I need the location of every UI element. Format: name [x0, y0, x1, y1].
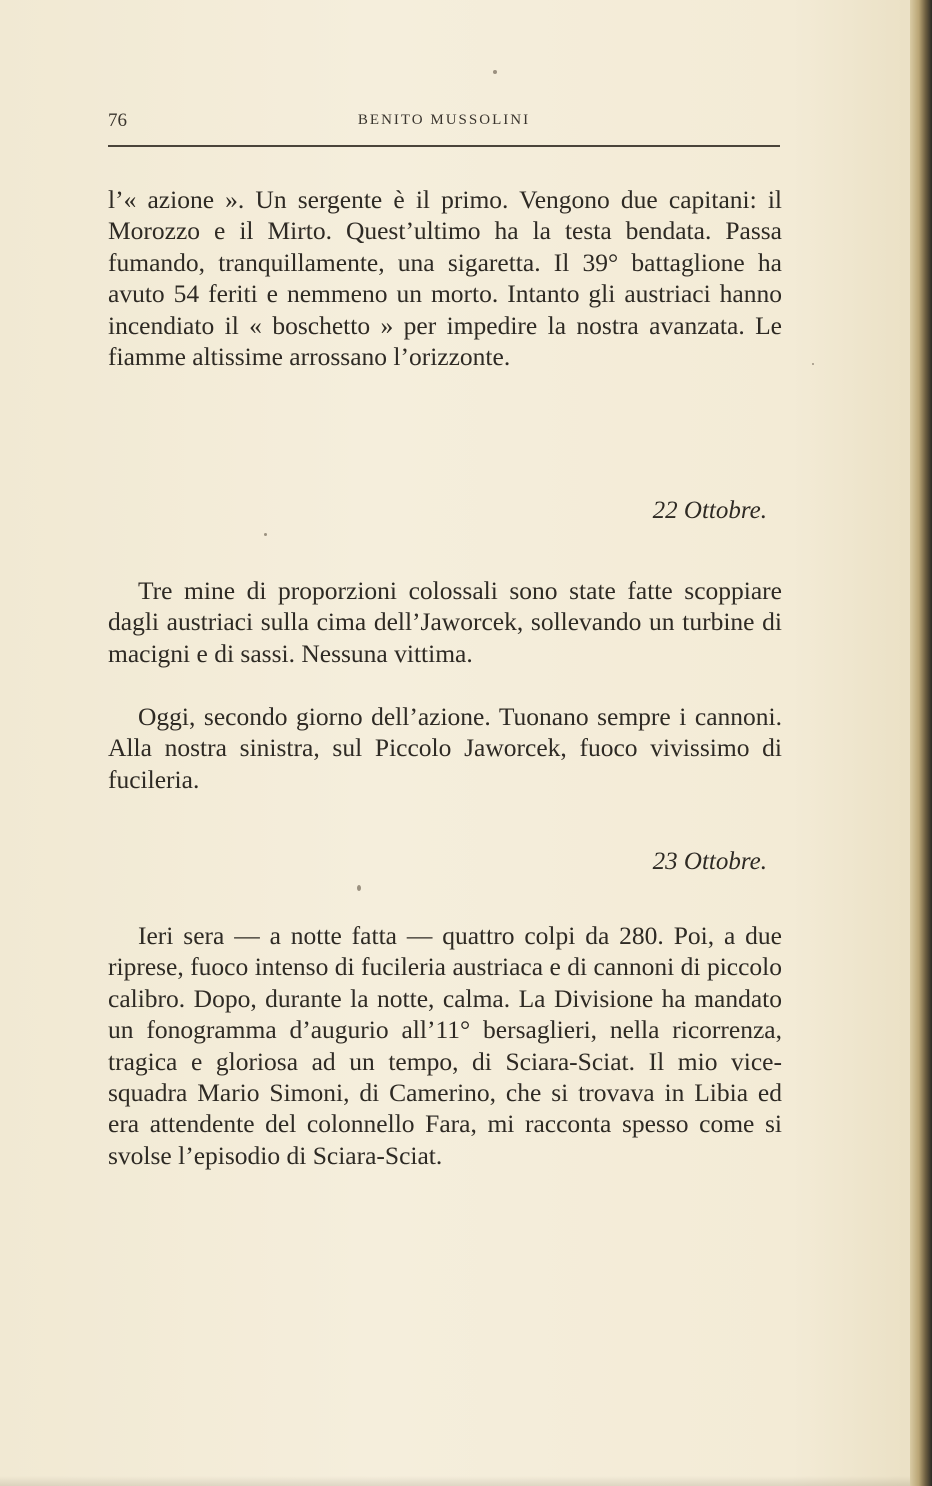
running-head: BENITO MUSSOLINI: [357, 112, 531, 128]
paper-speck: [812, 363, 814, 365]
page-header: [108, 110, 780, 140]
page-bottom-shadow: [0, 1476, 932, 1486]
paragraph-mines: Tre mine di proporzioni colossali sono state fatte scoppiare dagli austriaci sulla cima dell’Jaworcek, sollevando un turbine di macigni e di sassi. Nessuna vittima.: [108, 576, 782, 668]
paragraph-last-night: Ieri sera — a notte fatta — quattro colpi da 280. Poi, a due riprese, fuoco intenso di fucileria austriaca e di cannoni di piccolo calibro. Dopo, durante la notte, calma. La Divisione ha mandato un fonogramma d’augurio all’11° bersaglieri, nella ricorrenza, tragica e gloriosa ad un tempo, di Sciara-Sciat. Il mio vice-squadra Mario Simoni, di Camerino, che si trovava in Libia ed era attendente del colonnello Fara, mi racconta spesso come si svolse l’episodio di Sciara-Sciat.: [108, 921, 782, 1170]
paragraph-continued: l’« azione ». Un sergente è il primo. Vengono due capitani: il Morozzo e il Mirto. Quest’ultimo ha la testa bendata. Passa fumando, tranquillamente, una sigaretta. Il 39° battaglione ha avuto 54 feriti e nemmeno un morto. Intanto gli austriaci hanno incendiato il « boschetto » per impedire la nostra avanzata. Le fiamme altissime arrossano l’orizzonte.: [108, 185, 782, 372]
page-number: 76: [108, 110, 127, 131]
paragraph-second-day: Oggi, secondo giorno dell’azione. Tuonano sempre i cannoni. Alla nostra sinistra, sul Piccolo Jaworcek, fuoco vivissimo di fucileria.: [108, 702, 782, 794]
diary-date-22-october: 22 Ottobre.: [652, 497, 767, 524]
paper-speck: [357, 885, 361, 891]
paper-speck: [493, 70, 497, 74]
book-binding-edge: [910, 0, 932, 1486]
paper-speck: [264, 533, 267, 536]
diary-date-23-october: 23 Ottobre.: [652, 848, 767, 875]
header-rule: [108, 145, 780, 147]
